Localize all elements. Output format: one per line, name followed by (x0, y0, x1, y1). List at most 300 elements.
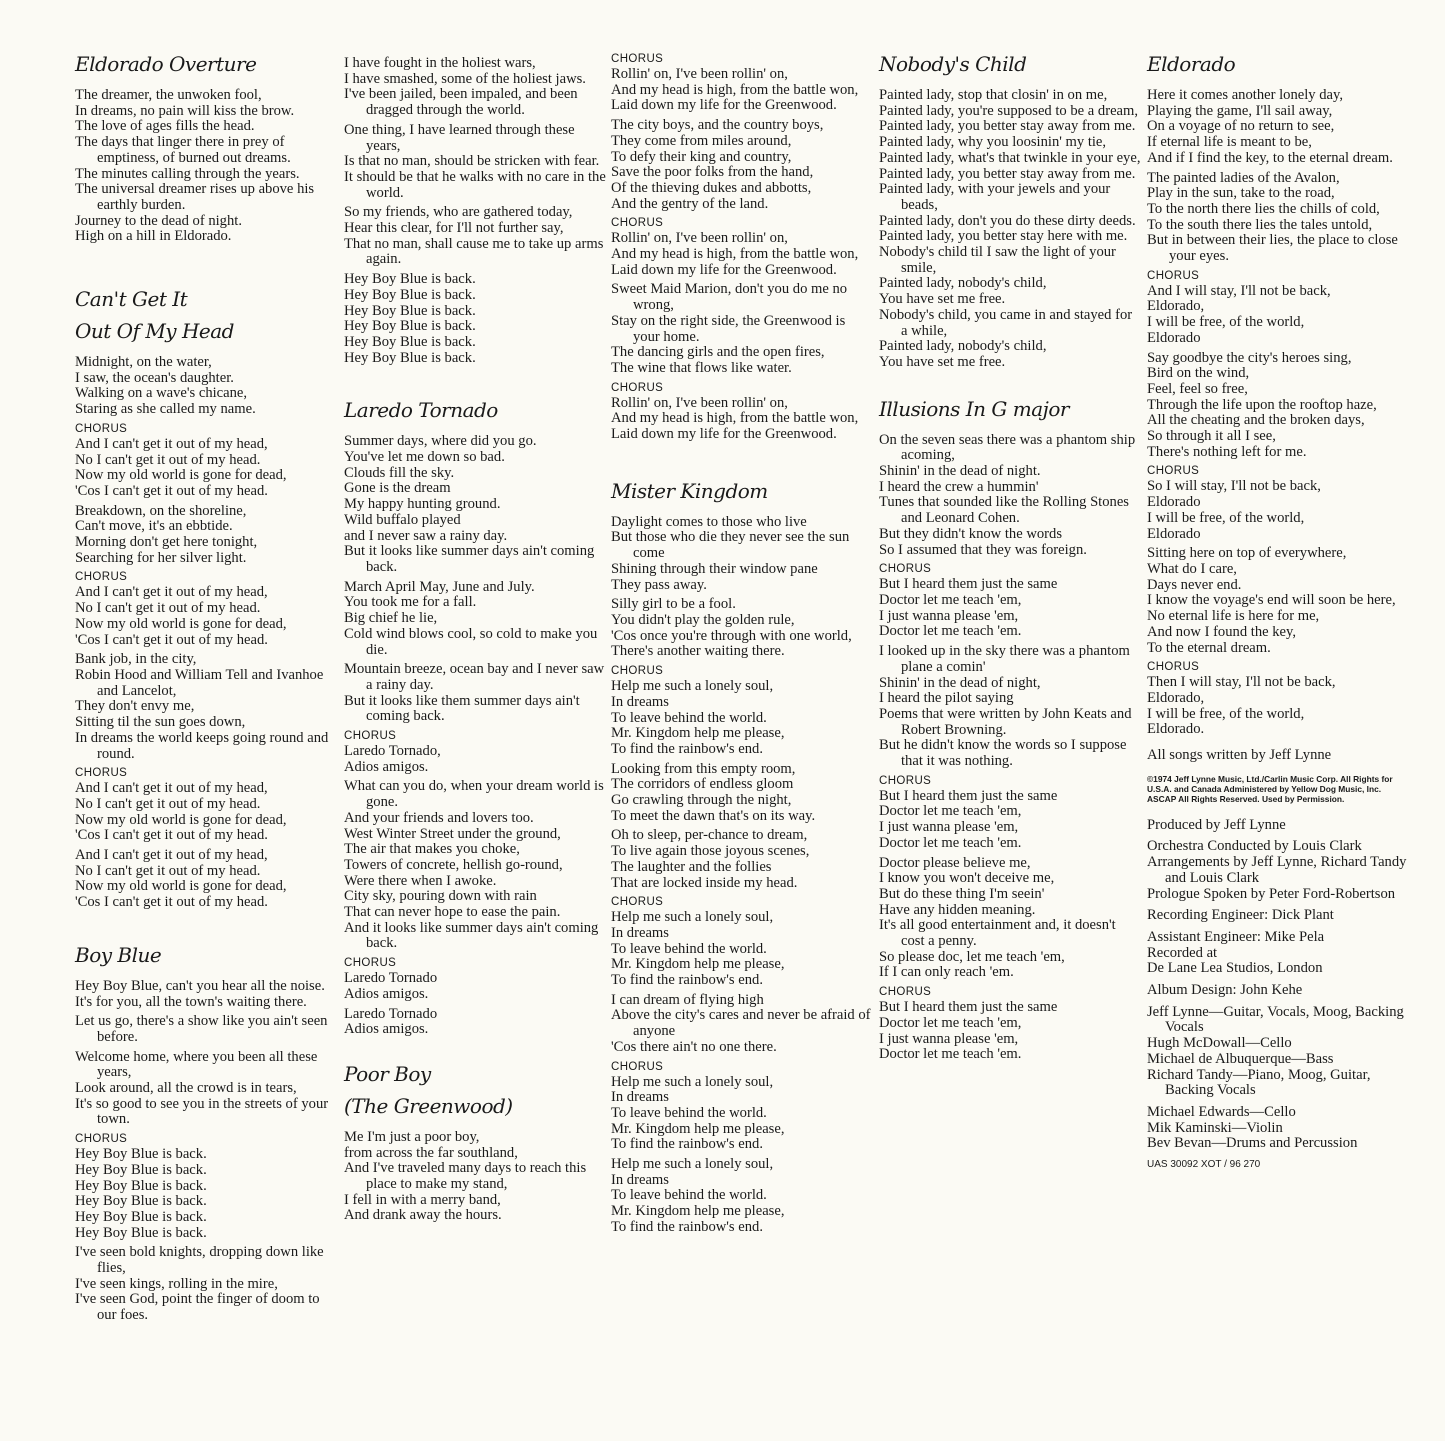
lyric-line: Wild buffalo played (344, 511, 461, 528)
stanza (344, 1007, 606, 1038)
lyric-line: Look around, all the crowd is in tears, (75, 1080, 297, 1097)
stanza (344, 662, 606, 725)
stanza (611, 282, 873, 376)
lyric-line: The minutes calling through the years. (75, 165, 300, 182)
song-block (879, 48, 1141, 371)
chorus-label: CHORUS (75, 1133, 128, 1146)
lyric-line: To live again those joyous scenes, (611, 843, 810, 860)
lyric-line: Go crawling through the night, (611, 792, 792, 809)
lyric-line: Painted lady, you better stay away from me. (879, 165, 1136, 182)
lyric-line: I've seen God, point the finger of doom to our foes. (75, 1291, 320, 1324)
lyric-line: Laredo Tornado (344, 970, 438, 987)
lyric-line: I've seen kings, rolling in the mire, (75, 1275, 278, 1292)
lyric-line: Rollin' on, I've been rollin' on, (611, 230, 788, 247)
lyric-line: 'Cos I can't get it out of my head. (75, 894, 268, 911)
chorus-label: CHORUS (611, 381, 664, 394)
credit-line: Michael de Albuquerque—Bass (1147, 1050, 1334, 1067)
lyric-line: So I assumed that they was foreign. (879, 541, 1087, 558)
stanza (344, 729, 606, 775)
lyric-line: The city boys, and the country boys, (611, 117, 824, 134)
lyric-line: Me I'm just a poor boy, (344, 1128, 480, 1145)
lyric-line: Painted lady, with your jewels and your beads, (879, 181, 1111, 213)
stanza (75, 848, 337, 911)
lyric-line: You've let me down so bad. (344, 449, 505, 466)
lyric-line: Sitting here on top of everywhere, (1147, 545, 1347, 562)
chorus-label: CHORUS (344, 730, 397, 743)
lyric-line: Help me such a lonely soul, (611, 1156, 774, 1173)
lyric-line: Save the poor folks from the hand, (611, 164, 814, 181)
stanza (1147, 464, 1409, 542)
lyric-line: To find the rainbow's end. (611, 972, 763, 989)
stanza (611, 118, 873, 212)
lyric-line: And my head is high, from the battle won, (611, 81, 859, 98)
lyric-line: In dreams (611, 1089, 669, 1106)
stanza (611, 597, 873, 660)
stanza (75, 652, 337, 762)
lyric-line: They pass away. (611, 576, 707, 593)
lyric-line: Adios amigos. (344, 758, 429, 775)
lyric-line: You have set me free. (879, 291, 1006, 308)
lyric-line: So please doc, let me teach 'em, (879, 948, 1065, 965)
lyric-line: That are locked inside my head. (611, 874, 798, 891)
chorus-label: CHORUS (75, 571, 128, 584)
lyric-line: And I can't get it out of my head, (75, 780, 268, 797)
song-block (344, 56, 606, 366)
lyric-line: It's for you, all the town's waiting there. (75, 993, 307, 1010)
lyric-line: 'Cos there ain't no one there. (611, 1038, 777, 1055)
credit-line: Orchestra Conducted by Louis Clark (1147, 838, 1362, 855)
lyric-line: Doctor please believe me, (879, 854, 1031, 871)
lyric-line: The corridors of endless gloom (611, 776, 794, 793)
lyric-line: And I will stay, I'll not be back, (1147, 282, 1331, 299)
lyric-line: Doctor let me teach 'em, (879, 591, 1022, 608)
lyric-line: Silly girl to be a fool. (611, 596, 736, 613)
chorus-label: CHORUS (879, 986, 932, 999)
lyric-line: Painted lady, you're supposed to be a dream, (879, 102, 1139, 119)
lyric-line: All the cheating and the broken days, (1147, 412, 1365, 429)
lyric-line: Have any hidden meaning. (879, 901, 1036, 918)
lyric-line: There's nothing left for me. (1147, 443, 1307, 460)
stanza (611, 828, 873, 891)
stanza (611, 515, 873, 594)
lyric-line: Painted lady, you better stay here with me. (879, 228, 1128, 245)
lyric-line: Doctor let me teach 'em, (879, 1014, 1022, 1031)
lyric-line: What do I care, (1147, 560, 1237, 577)
lyric-line: Eldorado, (1147, 689, 1205, 706)
lyric-line: On the seven seas there was a phantom ship acoming, (879, 431, 1136, 464)
stanza (879, 985, 1141, 1063)
lyric-line: To find the rainbow's end. (611, 1136, 763, 1153)
chorus-label: CHORUS (1147, 465, 1200, 478)
lyric-line: Hey Boy Blue, can't you hear all the noise. (75, 977, 325, 994)
lyric-line: One thing, I have learned through these years, (344, 121, 575, 154)
lyric-line: And if I find the key, to the eternal dream. (1147, 149, 1393, 166)
stanza (879, 88, 1141, 371)
chorus-label: CHORUS (611, 896, 664, 909)
lyric-line: Gone is the dream (344, 480, 451, 497)
stanza (75, 504, 337, 567)
lyric-line: Midnight, on the water, (75, 354, 212, 371)
chorus-label: CHORUS (611, 53, 664, 65)
lyric-line: Bank job, in the city, (75, 651, 197, 668)
lyric-line: But I heard them just the same (879, 787, 1058, 804)
song-title: Eldorado (1147, 52, 1236, 76)
stanza (1147, 171, 1409, 265)
lyric-line: Hey Boy Blue is back. (75, 1208, 207, 1225)
lyric-line: That can never hope to ease the pain. (344, 904, 561, 921)
lyric-line: Daylight comes to those who live (611, 513, 807, 530)
lyric-line: And it looks like summer days ain't coming back. (344, 919, 599, 952)
lyric-line: I have smashed, some of the holiest jaws. (344, 70, 586, 87)
lyric-line: So through it all I see, (1147, 428, 1276, 445)
stanza (344, 956, 606, 1002)
lyric-line: To leave behind the world. (611, 709, 767, 726)
stanza (344, 580, 606, 659)
lyric-line: 'Cos I can't get it out of my head. (75, 631, 268, 648)
lyric-line: To the south there lies the tales untold, (1147, 216, 1373, 233)
lyric-line: March April May, June and July. (344, 578, 535, 595)
stanza (75, 1245, 337, 1324)
lyric-line: So my friends, who are gathered today, (344, 204, 573, 221)
lyric-line: City sky, pouring down with rain (344, 888, 537, 905)
lyric-line: In dreams (611, 693, 669, 710)
lyric-line: To find the rainbow's end. (611, 1218, 763, 1235)
lyric-line: But those who die they never see the sun come (611, 529, 850, 562)
song-block (75, 283, 337, 911)
lyric-line: In dreams (611, 1171, 669, 1188)
lyric-line: Robin Hood and William Tell and Ivanhoe and Lancelot, (75, 666, 324, 699)
stanza (75, 1132, 337, 1241)
song-block (75, 939, 337, 1324)
lyric-line: But it looks like summer days ain't coming back. (344, 543, 595, 575)
lyric-line: The dreamer, the unwoken fool, (75, 87, 262, 103)
song-block (1147, 48, 1409, 738)
lyric-line: And my head is high, from the battle won, (611, 410, 859, 427)
lyric-line: Now my old world is gone for dead, (75, 878, 287, 895)
credit-line: Mik Kaminski—Violin (1147, 1119, 1283, 1136)
lyric-line: Playing the game, I'll sail away, (1147, 102, 1333, 119)
credit-line: Recorded at (1147, 944, 1218, 961)
lyric-line: That no man, shall cause me to take up arms again. (344, 235, 604, 268)
lyric-line: Can't move, it's an ebbtide. (75, 518, 233, 535)
chorus-label: CHORUS (344, 957, 397, 970)
lyric-line: Laid down my life for the Greenwood. (611, 97, 837, 114)
chorus-label: CHORUS (75, 422, 128, 435)
lyric-line: In dreams, no pain will kiss the brow. (75, 102, 295, 119)
song-title: Poor Boy (The Greenwood) (344, 1061, 513, 1118)
credit-line: Arrangements by Jeff Lynne, Richard Tandy and Louis Clark (1147, 854, 1407, 886)
lyric-line: 'Cos I can't get it out of my head. (75, 482, 268, 499)
lyric-line: Painted lady, nobody's child, (879, 338, 1047, 355)
lyric-line: But I heard them just the same (879, 999, 1058, 1016)
stanza (75, 88, 337, 245)
lyric-line: Sitting til the sun goes down, (75, 714, 246, 731)
lyric-line: I know the voyage's end will soon be here, (1147, 592, 1396, 609)
lyric-line: I just wanna please 'em, (879, 819, 1019, 836)
stanza (75, 766, 337, 844)
column-3 (611, 0, 873, 1240)
column-1 (75, 0, 337, 1328)
song-title: Boy Blue (75, 942, 162, 967)
lyric-line: Then I will stay, I'll not be back, (1147, 674, 1336, 691)
lyric-line: The dancing girls and the open fires, (611, 344, 825, 361)
lyric-line: Sweet Maid Marion, don't you do me no wrong, (611, 281, 848, 314)
lyric-line: Morning don't get here tonight, (75, 534, 258, 551)
stanza (611, 216, 873, 278)
lyric-line: Welcome home, where you been all these years, (75, 1048, 318, 1081)
lyric-line: Staring as she called my name. (75, 401, 256, 418)
lyric-line: Nobody's child, you came in and stayed for a while, (879, 306, 1133, 339)
lyric-line: Hey Boy Blue is back. (75, 1177, 207, 1194)
lyric-line: And I can't get it out of my head, (75, 435, 268, 452)
lyric-line: The universal dreamer rises up above his earthly burden. (75, 181, 315, 213)
lyric-line: And I've traveled many days to reach this place to make my stand, (344, 1160, 587, 1193)
lyric-line: Hear this clear, for I'll not further say, (344, 220, 564, 237)
lyric-line: and I never saw a rainy day. (344, 527, 508, 544)
lyric-line: No I can't get it out of my head. (75, 451, 261, 468)
lyric-line: To leave behind the world. (611, 940, 767, 957)
song-title: Can't Get It Out Of My Head (75, 287, 234, 344)
chorus-label: CHORUS (611, 1060, 664, 1073)
lyric-line: There's another waiting there. (611, 643, 785, 660)
lyric-line: I've seen bold knights, dropping down like flies, (75, 1244, 324, 1277)
lyric-line: Rollin' on, I've been rollin' on, (611, 394, 788, 411)
lyric-line: I have fought in the holiest wars, (344, 55, 536, 71)
lyric-line: Laredo Tornado, (344, 743, 441, 760)
lyric-line: Poems that were written by John Keats and Robert Browning. (879, 705, 1132, 738)
lyric-line: And now I found the key, (1147, 623, 1297, 640)
lyric-line: Painted lady, you better stay away from me. (879, 118, 1136, 135)
lyric-line: Eldorado. (1147, 721, 1205, 738)
lyric-line: Doctor let me teach 'em, (879, 803, 1022, 820)
lyric-line: Adios amigos. (344, 985, 429, 1002)
lyric-line: The laughter and the follies (611, 858, 772, 875)
lyric-line: Tunes that sounded like the Rolling Stones and Leonard Cohen. (879, 494, 1129, 527)
lyric-line: Help me such a lonely soul, (611, 678, 774, 695)
lyric-line: Shinin' in the dead of night, (879, 674, 1041, 691)
lyric-line: I know you won't deceive me, (879, 870, 1055, 887)
song-block (344, 394, 606, 1038)
lyric-line: And drank away the hours. (344, 1207, 502, 1224)
lyric-line: Eldorado, (1147, 298, 1205, 315)
lyric-line: To leave behind the world. (611, 1104, 767, 1121)
chorus-label: CHORUS (1147, 661, 1200, 674)
lyric-line: I looked up in the sky there was a phantom plane a comin' (879, 643, 1130, 675)
lyric-line: Of the thieving dukes and abbotts, (611, 179, 812, 196)
stanza (611, 993, 873, 1056)
lyric-line: Summer days, where did you go. (344, 433, 537, 450)
lyric-line: Mr. Kingdom help me please, (611, 725, 785, 742)
lyric-line: Hey Boy Blue is back. (75, 1146, 207, 1163)
lyric-line: No I can't get it out of my head. (75, 862, 261, 879)
lyric-line: Hey Boy Blue is back. (344, 286, 476, 303)
lyric-line: Adios amigos. (344, 1021, 429, 1038)
lyric-line: Looking from this empty room, (611, 760, 796, 777)
lyric-line: 'Cos I can't get it out of my head. (75, 827, 268, 844)
lyric-line: I heard the pilot saying (879, 690, 1014, 707)
credit-line: Michael Edwards—Cello (1147, 1103, 1296, 1120)
lyric-line: Now my old world is gone for dead, (75, 615, 287, 632)
lyric-line: Doctor let me teach 'em. (879, 1046, 1022, 1063)
lyric-line: Play in the sun, take to the road, (1147, 185, 1335, 202)
lyric-line: I've been jailed, been impaled, and been dragged through the world. (344, 86, 578, 119)
lyric-line: The wine that flows like water. (611, 359, 792, 376)
lyric-line: Doctor let me teach 'em. (879, 623, 1022, 640)
lyric-line: Now my old world is gone for dead, (75, 467, 287, 484)
lyric-line: No I can't get it out of my head. (75, 600, 261, 617)
stanza (611, 762, 873, 825)
lyric-line: Stay on the right side, the Greenwood is your home. (611, 312, 846, 345)
lyric-line: And I can't get it out of my head, (75, 847, 268, 864)
lyric-line: But they didn't know the words (879, 525, 1063, 542)
lyric-line: Clouds fill the sky. (344, 464, 455, 481)
lyric-line: Eldorado (1147, 525, 1201, 542)
chorus-label: CHORUS (879, 563, 932, 576)
lyric-line: I heard the crew a hummin' (879, 478, 1039, 495)
lyric-line: Through the life upon the rooftop haze, (1147, 396, 1377, 413)
lyric-line: Let us go, there's a show like you ain't seen before. (75, 1013, 328, 1045)
lyric-line: Is that no man, should be stricken with fear. (344, 153, 600, 170)
lyric-line: The days that linger there in prey of emptiness, of burned out dreams. (75, 134, 291, 166)
chorus-label: CHORUS (879, 774, 932, 787)
lyric-line: Now my old world is gone for dead, (75, 811, 287, 828)
lyric-line: Help me such a lonely soul, (611, 1073, 774, 1090)
lyric-line: Days never end. (1147, 576, 1242, 593)
lyric-line: Laid down my life for the Greenwood. (611, 426, 837, 443)
stanza (611, 1157, 873, 1236)
lyric-line: And the gentry of the land. (611, 195, 769, 212)
lyric-line: No I can't get it out of my head. (75, 795, 261, 812)
song-block (344, 1058, 606, 1224)
lyric-line: Big chief he lie, (344, 610, 438, 627)
song-title: Nobody's Child (879, 52, 1027, 76)
lyric-line: Journey to the dead of night. (75, 212, 242, 229)
catalog-number: UAS 30092 XOT / 96 270 (1147, 1159, 1261, 1171)
credit-line: Jeff Lynne—Guitar, Vocals, Moog, Backing Vocals (1147, 1003, 1404, 1036)
lyric-line: West Winter Street under the ground, (344, 825, 561, 842)
lyric-line: And your friends and lovers too. (344, 809, 534, 826)
lyric-line: But he didn't know the words so I suppose that it was nothing. (879, 737, 1127, 770)
credit-line: Hugh McDowall—Cello (1147, 1035, 1292, 1052)
song-block (75, 48, 337, 245)
stanza (879, 644, 1141, 770)
lyric-line: Eldorado (1147, 329, 1201, 346)
stanza (344, 123, 606, 202)
lyric-line: Doctor let me teach 'em. (879, 834, 1022, 851)
lyric-line: But I heard them just the same (879, 576, 1058, 593)
stanza (879, 562, 1141, 640)
chorus-label: CHORUS (611, 665, 664, 678)
lyric-line: Hey Boy Blue is back. (344, 302, 476, 319)
lyric-line: You didn't play the golden rule, (611, 611, 795, 628)
lyric-line: Say goodbye the city's heroes sing, (1147, 349, 1352, 366)
stanza (75, 1050, 337, 1129)
lyric-line: I will be free, of the world, (1147, 509, 1305, 526)
lyric-line: I will be free, of the world, (1147, 705, 1305, 722)
lyric-line: But do these thing I'm seein' (879, 885, 1045, 902)
stanza (879, 774, 1141, 852)
lyric-line: Painted lady, don't you do these dirty deeds. (879, 212, 1136, 229)
lyric-line: They don't envy me, (75, 698, 195, 715)
lyric-line: My happy hunting ground. (344, 496, 501, 513)
lyric-line: You have set me free. (879, 353, 1006, 370)
lyric-line: Laid down my life for the Greenwood. (611, 261, 837, 278)
column-5 (1147, 0, 1409, 1172)
lyric-line: Bird on the wind, (1147, 365, 1250, 382)
song-block (611, 475, 873, 1236)
credit-line: Recording Engineer: Dick Plant (1147, 907, 1334, 924)
lyric-line: If eternal life is meant to be, (1147, 134, 1312, 151)
stanza (344, 56, 606, 119)
lyric-line: If I can only reach 'em. (879, 964, 1014, 981)
lyric-line: from across the far southland, (344, 1144, 518, 1161)
lyric-line: Cold wind blows cool, so cold to make you die. (344, 625, 598, 658)
lyric-line: I will be free, of the world, (1147, 314, 1305, 331)
stanza (344, 434, 606, 575)
lyric-line: I just wanna please 'em, (879, 607, 1019, 624)
song-title: Laredo Tornado (344, 398, 498, 423)
lyric-line: Hey Boy Blue is back. (344, 349, 476, 366)
lyric-line: And I can't get it out of my head, (75, 584, 268, 601)
stanza (879, 433, 1141, 559)
lyric-line: Hey Boy Blue is back. (75, 1161, 207, 1178)
chorus-label: CHORUS (611, 217, 664, 230)
lyric-line: To the north there lies the chills of cold, (1147, 200, 1380, 217)
lyric-line: Hey Boy Blue is back. (75, 1193, 207, 1210)
lyric-line: Hey Boy Blue is back. (344, 271, 476, 288)
lyric-line: Walking on a wave's chicane, (75, 385, 248, 402)
lyric-line: Painted lady, stop that closin' in on me, (879, 87, 1108, 103)
stanza (344, 779, 606, 952)
credit-line: Bev Bevan—Drums and Percussion (1147, 1135, 1358, 1152)
lyric-line: Above the city's cares and never be afraid of anyone (611, 1007, 871, 1040)
lyric-line: The air that makes you choke, (344, 841, 520, 858)
lyric-line: To the eternal dream. (1147, 639, 1271, 656)
lyric-line: Help me such a lonely soul, (611, 909, 774, 926)
lyric-line: The love of ages fills the head. (75, 118, 255, 135)
lyric-line: Painted lady, why you loosinin' my tie, (879, 134, 1107, 151)
lyric-line: In dreams the world keeps going round and round. (75, 729, 329, 762)
lyric-line: Nobody's child til I saw the light of your smile, (879, 244, 1116, 276)
stanza (344, 205, 606, 268)
stanza (75, 570, 337, 648)
lyric-line: I just wanna please 'em, (879, 1030, 1019, 1047)
song-title: Mister Kingdom (611, 478, 768, 503)
stanza (75, 979, 337, 1010)
lyric-line: Hey Boy Blue is back. (344, 333, 476, 350)
lyric-line: Shining through their window pane (611, 560, 818, 577)
stanza (75, 422, 337, 500)
stanza (1147, 660, 1409, 738)
lyric-line: It's all good entertainment and, it doesn't cost a penny. (879, 917, 1116, 950)
lyric-line: Breakdown, on the shoreline, (75, 502, 247, 519)
stanza (1147, 546, 1409, 656)
lyric-line: Towers of concrete, hellish go-round, (344, 856, 563, 873)
lyric-line: But in between their lies, the place to close your eyes. (1147, 232, 1398, 265)
lyric-line: High on a hill in Eldorado. (75, 228, 232, 245)
lyric-line: No eternal life is here for me, (1147, 608, 1320, 625)
lyric-line: It should be that he walks with no care in the world. (344, 168, 606, 201)
lyric-line: Mr. Kingdom help me please, (611, 1120, 785, 1137)
stanza (1147, 88, 1409, 167)
lyric-line: Oh to sleep, per-chance to dream, (611, 827, 808, 844)
stanza (879, 856, 1141, 982)
lyric-line: Mr. Kingdom help me please, (611, 956, 785, 973)
stanza (344, 1130, 606, 1224)
stanza (611, 1060, 873, 1154)
credit-line: Album Design: John Kehe (1147, 982, 1303, 999)
stanza (611, 381, 873, 443)
